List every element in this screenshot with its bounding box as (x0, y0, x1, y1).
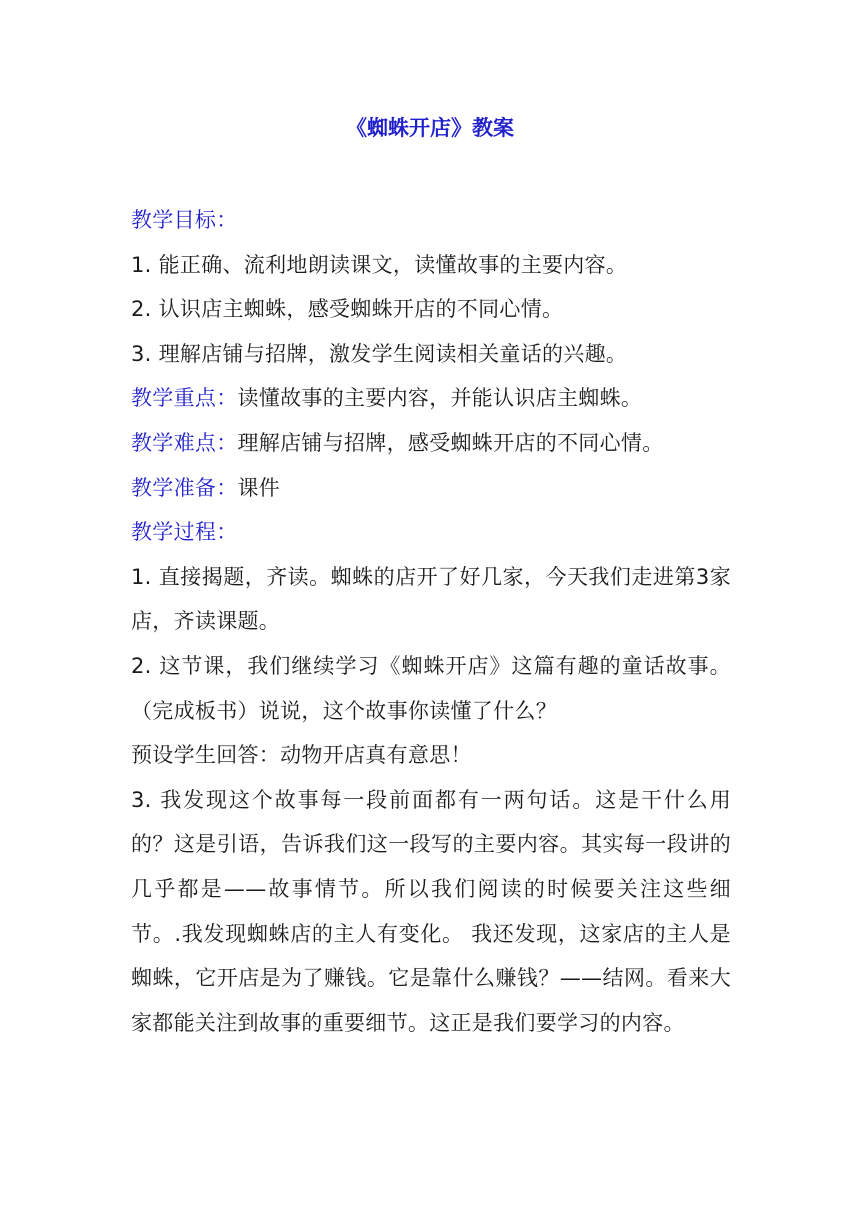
goal-item-3: 3. 理解店铺与招牌，激发学生阅读相关童话的兴趣。 (131, 341, 628, 366)
goal-item-2: 2. 认识店主蜘蛛，感受蜘蛛开店的不同心情。 (131, 297, 564, 322)
process-step-3: 3. 我发现这个故事每一段前面都有一两句话。这是干什么用的？这是引语，告诉我们这一段写的主要内容。其实每一段讲的几乎都是——故事情节。所以我们阅读的时候要关注这些细节。.我发现蜘蛛店的主人有变化。 我还发现，这家店的主人是蜘蛛，它开店是为了赚钱。它是靠什么赚钱？——结网。看来大家都能关注到故事的重要细节。这正是我们要学习的内容。 (131, 787, 731, 1035)
difficulty-text: 理解店铺与招牌，感受蜘蛛开店的不同心情。 (237, 430, 664, 455)
process-step-2: 2. 这节课，我们继续学习《蜘蛛开店》这篇有趣的童话故事。（完成板书）说说，这个故事你读懂了什么？ (131, 653, 731, 723)
goals-heading: 教学目标： (131, 208, 238, 232)
key-point-line (131, 376, 731, 421)
key-point-text: 读懂故事的主要内容，并能认识店主蜘蛛。 (237, 386, 643, 411)
goal-item-1: 1. 能正确、流利地朗读课文，读懂故事的主要内容。 (131, 252, 628, 277)
document-body (131, 198, 731, 1045)
key-point-label: 教学重点： (131, 386, 238, 411)
preparation-label: 教学准备： (131, 475, 238, 500)
preparation-text: 课件 (237, 475, 281, 500)
difficulty-line (131, 421, 731, 466)
process-step-1: 1. 直接揭题，齐读。蜘蛛的店开了好几家，今天我们走进第3家店，齐读课题。 (131, 564, 731, 634)
preparation-line (131, 466, 731, 511)
difficulty-label: 教学难点： (131, 430, 238, 455)
document-title: 《蜘蛛开店》教案 (346, 116, 514, 140)
expected-answer: 预设学生回答：动物开店真有意思！ (131, 743, 472, 768)
process-heading: 教学过程： (131, 520, 238, 545)
